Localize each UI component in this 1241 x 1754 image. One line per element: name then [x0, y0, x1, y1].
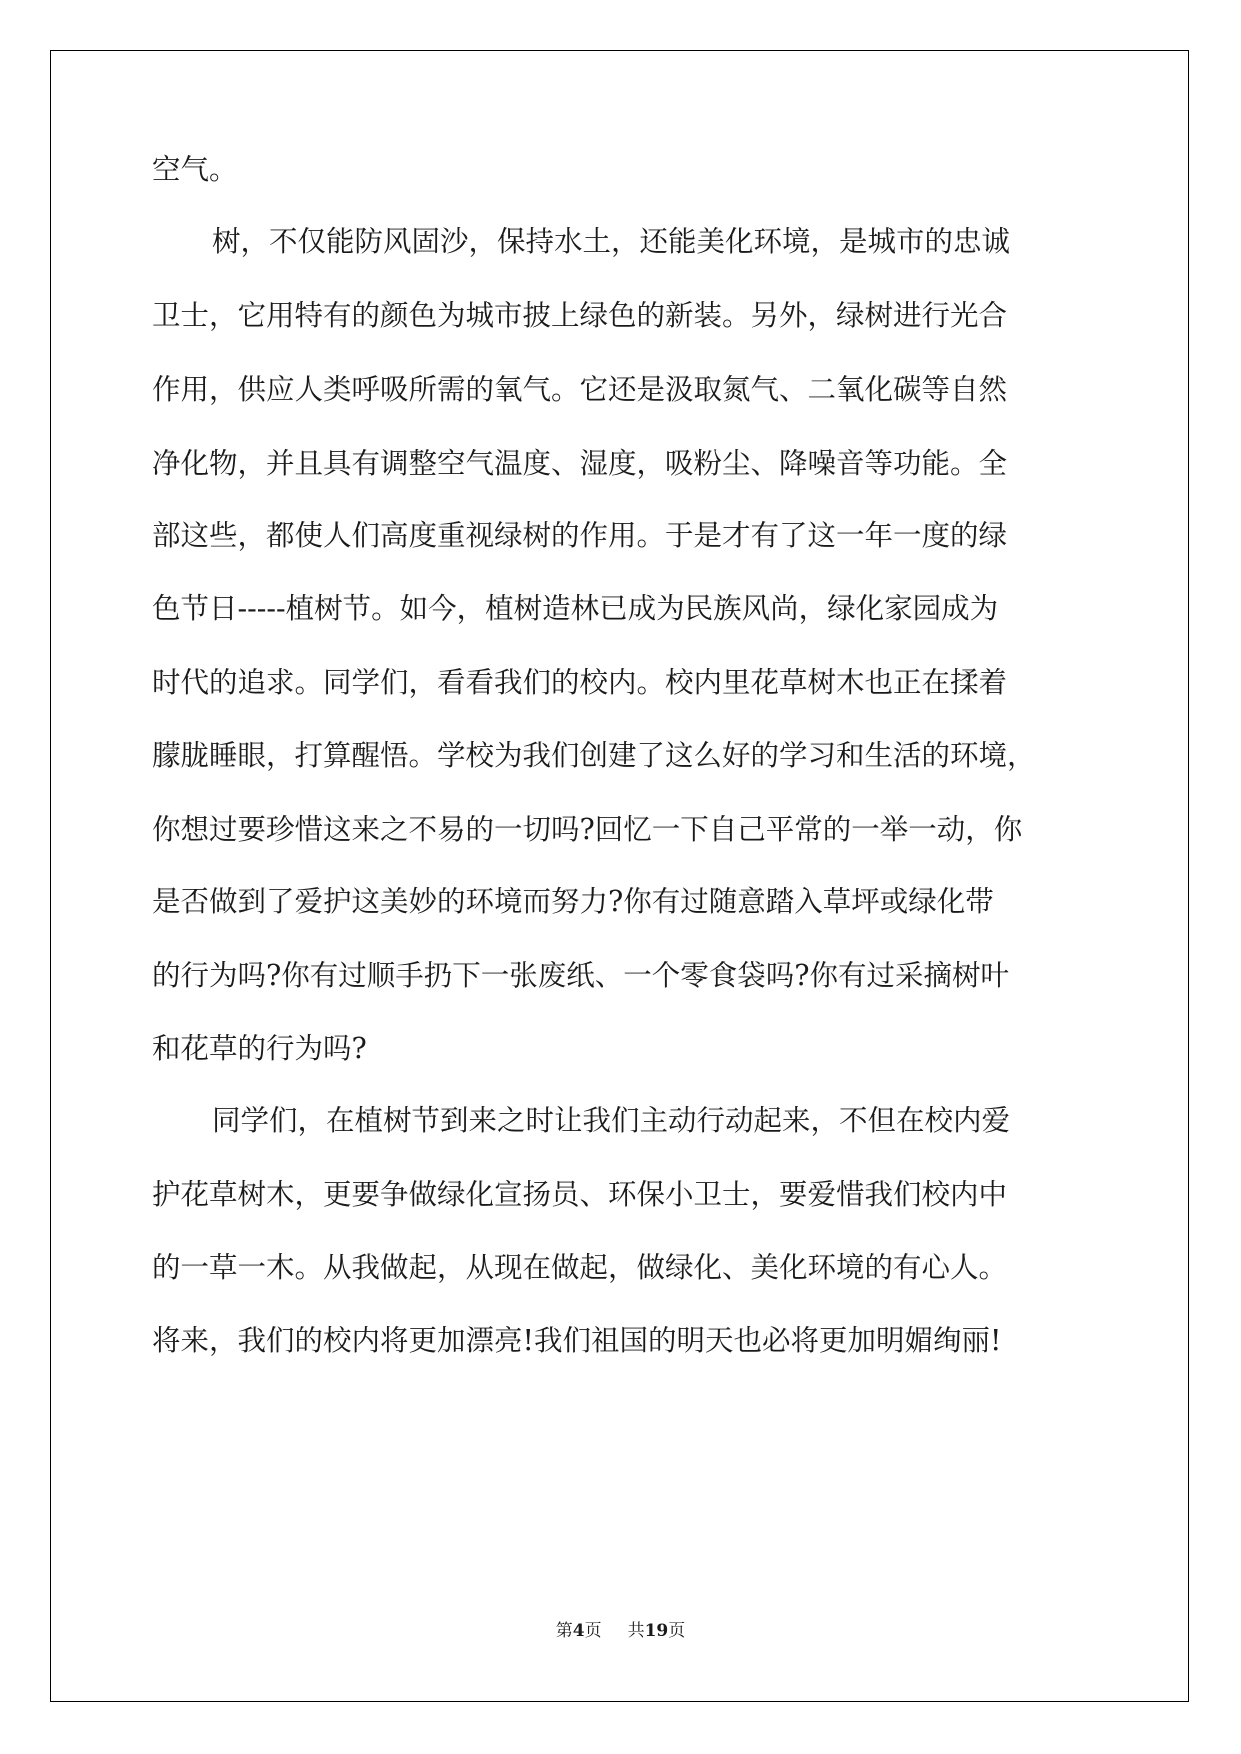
page-suffix: 页: [584, 1621, 602, 1641]
page-prefix: 第: [555, 1621, 573, 1641]
text-line: 净化物，并且具有调整空气温度、湿度，吸粉尘、降噪音等功能。全: [152, 447, 1008, 480]
text-line: 作用，供应人类呼吸所需的氧气。它还是汲取氮气、二氧化碳等自然: [152, 373, 1008, 406]
text-line: 的一草一木。从我做起，从现在做起，做绿化、美化环境的有心人。: [152, 1251, 1008, 1284]
text-line: 的行为吗?你有过顺手扔下一张废纸、一个零食袋吗?你有过采摘树叶: [152, 959, 1010, 992]
text-line: 护花草树木，更要争做绿化宣扬员、环保小卫士，要爱惜我们校内中: [152, 1178, 1008, 1211]
text-line: 卫士，它用特有的颜色为城市披上绿色的新装。另外，绿树进行光合: [152, 299, 1008, 332]
text-line: 是否做到了爱护这美妙的环境而努力?你有过随意踏入草坪或绿化带: [152, 885, 994, 918]
text-line: 你想过要珍惜这来之不易的一切吗?回忆一下自己平常的一举一动，你: [152, 813, 1023, 846]
total-pages: 19: [644, 1621, 669, 1641]
total-suffix: 页: [668, 1621, 686, 1641]
text-line: 时代的追求。同学们，看看我们的校内。校内里花草树木也正在揉着: [152, 666, 1008, 699]
text-line: 将来，我们的校内将更加漂亮!我们祖国的明天也必将更加明媚绚丽!: [152, 1324, 1002, 1357]
page-footer: [0, 1619, 1241, 1643]
total-prefix: 共: [627, 1621, 645, 1641]
paragraph-line: 同学们，在植树节到来之时让我们主动行动起来，不但在校内爱: [212, 1104, 1011, 1137]
text-line: 部这些，都使人们高度重视绿树的作用。于是才有了这一年一度的绿: [152, 519, 1008, 552]
text-line: 空气。: [152, 153, 238, 186]
text-line: 和花草的行为吗?: [152, 1032, 367, 1065]
page-number: 4: [572, 1621, 585, 1641]
paragraph-line: 树，不仅能防风固沙，保持水土，还能美化环境，是城市的忠诚: [212, 225, 1011, 258]
text-line: 朦胧睡眼，打算醒悟。学校为我们创建了这么好的学习和生活的环境，: [152, 739, 1036, 772]
text-line: 色节日-----植树节。如今，植树造林已成为民族风尚，绿化家园成为: [152, 592, 999, 625]
